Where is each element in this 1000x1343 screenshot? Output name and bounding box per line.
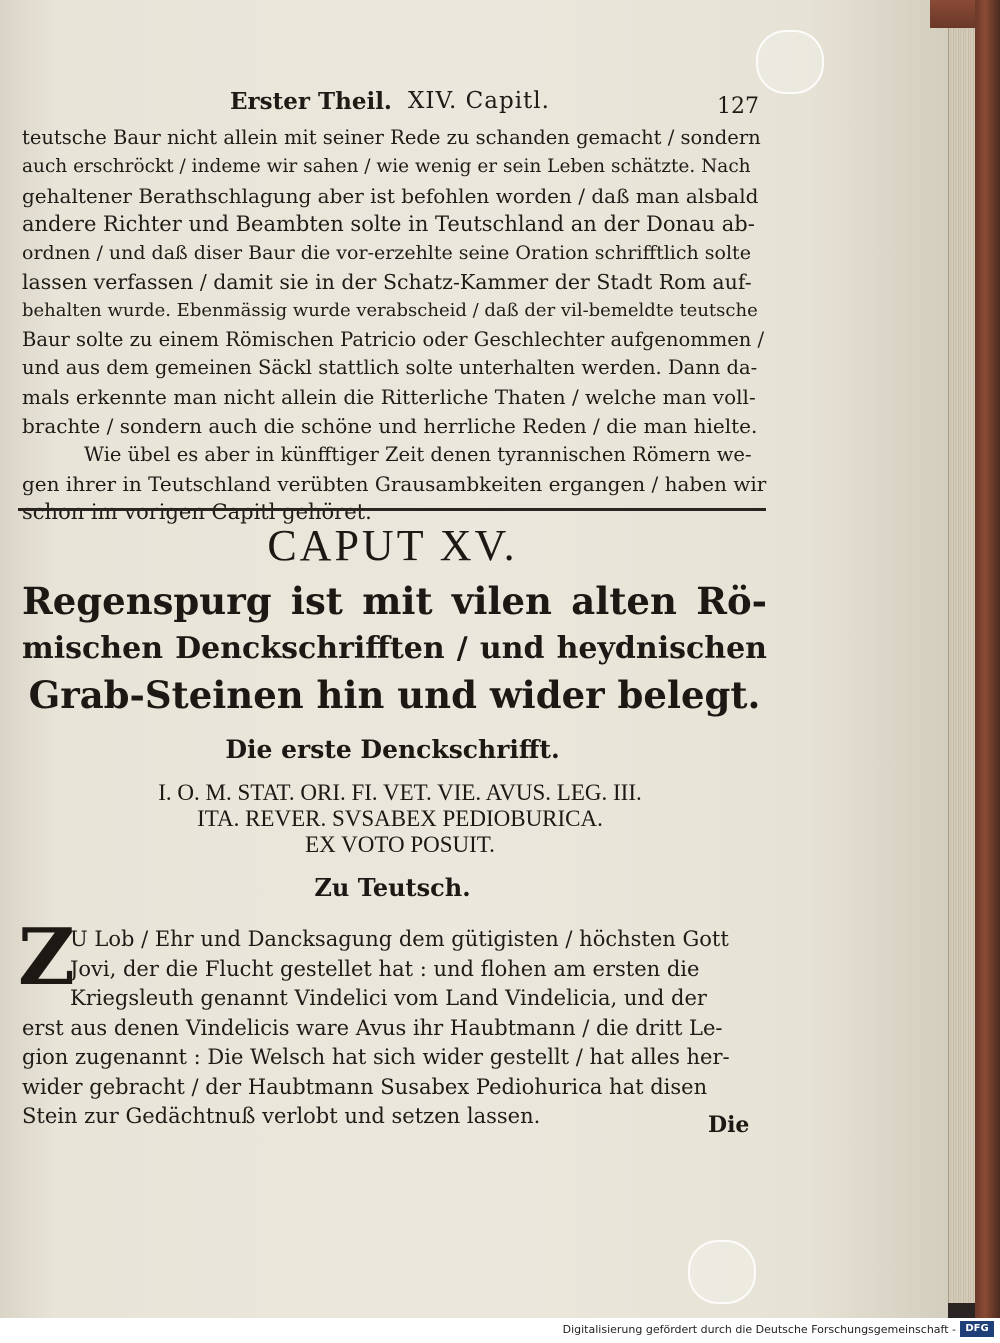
section-rule [18,508,766,511]
inscription-line: ITA. REVER. SVSABEX PEDIOBURICA. [197,806,603,831]
heading-line: mischen Denckschrifften / und heydnischen [22,631,767,666]
paragraph-1 [22,124,767,441]
text-line: Jovi, der die Flucht gestellet hat : und flohen am ersten die [70,956,700,981]
body-text [22,124,767,527]
header-chapter: XIV. Capitl. [408,88,550,114]
text-line: und aus dem gemeinen Säckl stattlich solte unterhalten werden. Dann da- [22,356,758,380]
translation-label: Zu Teutsch. [314,873,471,902]
inscription-line: EX VOTO POSUIT. [305,832,495,857]
text-line: Baur solte zu einem Römischen Patricio oder Geschlechter aufgenommen / [22,327,765,351]
text-line: mals erkennte man nicht allein die Ritterliche Thaten / welche man voll- [22,385,756,410]
translation-text [22,925,767,1132]
paragraph-2 [22,441,767,527]
text-line: ordnen / und daß diser Baur die vor-erzehlte seine Oration schrifftlich solte [22,242,751,265]
text-line: schon im vorigen Capitl gehöret. [22,500,372,525]
text-line: Stein zur Gedächtnuß verlobt und setzen lassen. [22,1104,541,1128]
book-binding [975,0,1000,1318]
page-number: 127 [717,94,759,119]
chapter-heading [22,578,767,719]
text-line: auch erschröckt / indeme wir sahen / wie wenig er sein Leben schätzte. Nach [22,155,751,177]
heading-line: Regenspurg ist mit vilen alten Rö- [22,579,767,623]
drop-cap-initial: Z [18,912,75,1003]
dfg-logo: DFG [960,1321,994,1337]
text-line: lassen verfassen / damit sie in der Schatz-Kammer der Stadt Rom auf- [22,269,752,294]
text-line: behalten wurde. Ebenmässig wurde verabscheid / daß der vil-bemeldte teutsche [22,299,758,321]
text-line: brachte / sondern auch die schöne und herrliche Reden / die man hielte. [22,413,758,438]
footer-bar [0,1318,1000,1343]
text-line: gen ihrer in Teutschland verübten Grausambkeiten ergangen / haben wir [22,471,767,496]
chapter-title: CAPUT XV. [267,521,518,570]
text-line: Wie übel es aber in künfftiger Zeit denen tyrannischen Römern we- [84,442,752,466]
text-line: U Lob / Ehr und Dancksagung dem gütigisten / höchsten Gott [70,927,729,951]
inscription [20,780,780,858]
header-part: Erster Theil. [230,88,392,115]
text-line: gion zugenannt : Die Welsch hat sich wider gestellt / hat alles her- [22,1045,730,1069]
text-line: gehaltener Berathschlagung aber ist befohlen worden / daß man alsbald [22,183,759,208]
running-header [230,88,770,118]
text-line: teutsche Baur nicht allein mit seiner Rede zu schanden gemacht / sondern [22,126,761,149]
text-line: andere Richter und Beambten solte in Teutschland an der Donau ab- [22,212,755,237]
inscription-line: I. O. M. STAT. ORI. FI. VET. VIE. AVUS. LEG. III. [158,780,642,805]
clip-bottom [688,1240,756,1304]
footer-credit: Digitalisierung gefördert durch die Deutsche Forschungsgemeinschaft - [562,1323,956,1336]
text-line: erst aus denen Vindelicis ware Avus ihr Haubtmann / die dritt Le- [22,1015,723,1040]
clip-top [756,30,824,94]
catchword: Die [708,1112,750,1138]
inscription-title: Die erste Denckschrifft. [225,735,560,764]
heading-line: Grab-Steinen hin und wider belegt. [28,673,761,717]
text-line: Kriegsleuth genannt Vindelici vom Land Vindelicia, und der [70,986,707,1010]
text-line: wider gebracht / der Haubtmann Susabex Pediohurica hat disen [22,1074,708,1099]
